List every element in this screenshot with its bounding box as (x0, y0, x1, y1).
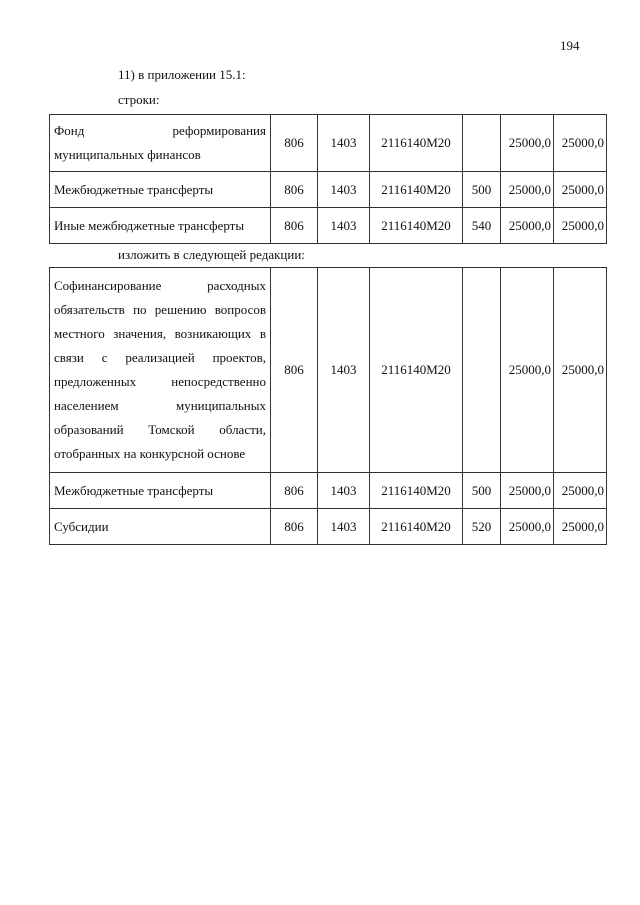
sum-cell-2: 25000,0 (554, 268, 607, 473)
replace-label: изложить в следующей редакции: (118, 247, 305, 262)
sum-cell-1: 25000,0 (501, 473, 554, 509)
row-name: Софинансирование расходных обязательств по решению вопросов местного значения, возникающих в связи с реализацией проектов, предложенных непосредственно населением муниципальных образований Томской области, отобранных на конкурсной основе (50, 268, 271, 473)
vr-cell (463, 268, 501, 473)
amendment-item-heading: 11) в приложении 15.1: (118, 67, 246, 82)
old-rows-table (49, 114, 607, 244)
csr-cell: 2116140М20 (370, 473, 463, 509)
vr-cell: 500 (463, 172, 501, 208)
kvsr-cell: 806 (271, 268, 318, 473)
table-row (50, 172, 607, 208)
sum-cell-1: 25000,0 (501, 172, 554, 208)
sum-cell-2: 25000,0 (554, 172, 607, 208)
sum-cell-2: 25000,0 (554, 509, 607, 545)
sum-cell-2: 25000,0 (554, 115, 607, 172)
kvsr-cell: 806 (271, 473, 318, 509)
new-rows-table (49, 267, 607, 545)
csr-cell: 2116140М20 (370, 509, 463, 545)
csr-cell: 2116140М20 (370, 208, 463, 244)
sum-cell-2: 25000,0 (554, 473, 607, 509)
sum-cell-2: 25000,0 (554, 208, 607, 244)
row-name: Субсидии (50, 509, 271, 545)
row-name: Межбюджетные трансферты (50, 473, 271, 509)
row-name: Иные межбюджетные трансферты (50, 208, 271, 244)
sum-cell-1: 25000,0 (501, 115, 554, 172)
table-row (50, 473, 607, 509)
table-row (50, 115, 607, 172)
sum-cell-1: 25000,0 (501, 268, 554, 473)
rzpr-cell: 1403 (318, 172, 370, 208)
kvsr-cell: 806 (271, 172, 318, 208)
table-row (50, 208, 607, 244)
page-number: 194 (560, 38, 580, 53)
row-name: Межбюджетные трансферты (50, 172, 271, 208)
vr-cell (463, 115, 501, 172)
table-row (50, 509, 607, 545)
rzpr-cell: 1403 (318, 268, 370, 473)
rzpr-cell: 1403 (318, 208, 370, 244)
rzpr-cell: 1403 (318, 509, 370, 545)
kvsr-cell: 806 (271, 115, 318, 172)
row-name: Фонд реформирования муниципальных финансов (50, 115, 271, 172)
vr-cell: 520 (463, 509, 501, 545)
sum-cell-1: 25000,0 (501, 509, 554, 545)
rows-label: строки: (118, 92, 160, 107)
sum-cell-1: 25000,0 (501, 208, 554, 244)
vr-cell: 500 (463, 473, 501, 509)
csr-cell: 2116140М20 (370, 268, 463, 473)
rzpr-cell: 1403 (318, 115, 370, 172)
table-row (50, 268, 607, 473)
rzpr-cell: 1403 (318, 473, 370, 509)
csr-cell: 2116140М20 (370, 115, 463, 172)
vr-cell: 540 (463, 208, 501, 244)
kvsr-cell: 806 (271, 208, 318, 244)
kvsr-cell: 806 (271, 509, 318, 545)
csr-cell: 2116140М20 (370, 172, 463, 208)
